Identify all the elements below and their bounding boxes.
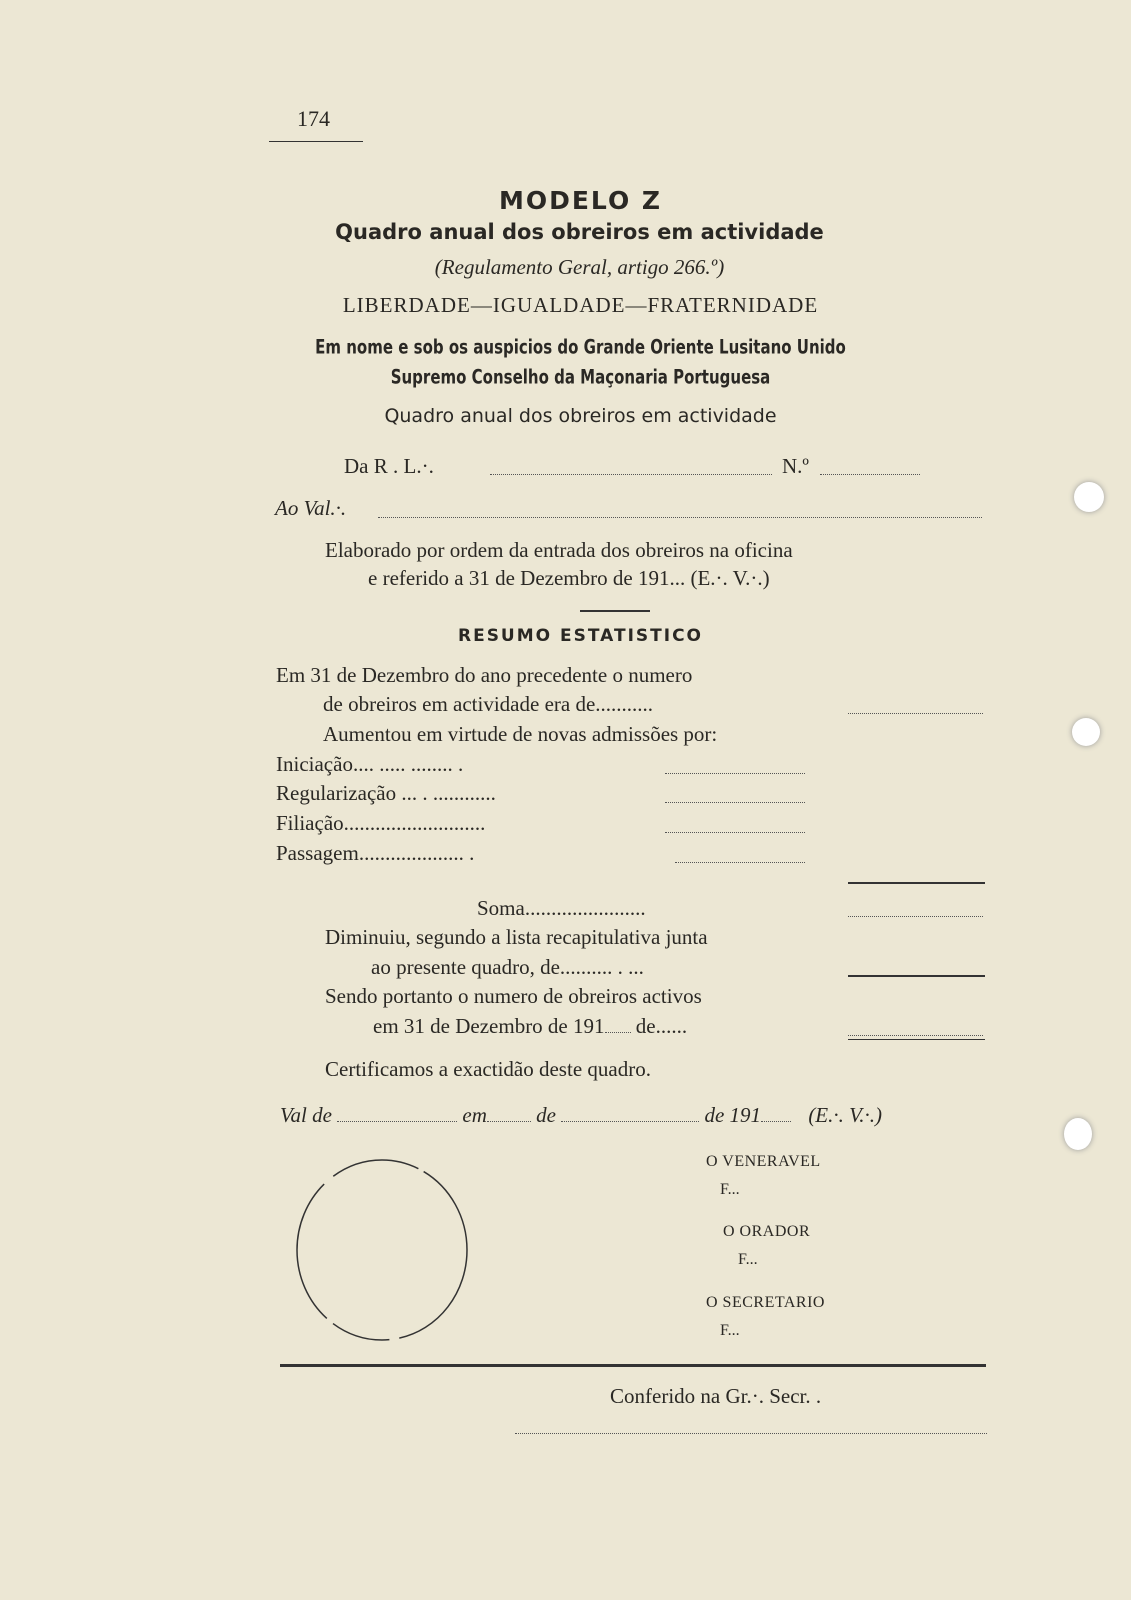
result-suffix: de......	[635, 1014, 688, 1038]
year-blank[interactable]	[761, 1120, 791, 1122]
certification-text: Certificamos a exactidão deste quadro.	[325, 1057, 651, 1081]
footer-rule	[280, 1364, 986, 1367]
result-line-2	[373, 1014, 687, 1039]
soma-blank[interactable]	[848, 916, 983, 917]
elaboration-line-1: Elaborado por ordem da entrada dos obreiros na oficina	[325, 538, 793, 562]
signature-secretario-title: O SECRETARIO	[706, 1294, 825, 1311]
date-line	[280, 1103, 882, 1128]
result-line-1: Sendo portanto o numero de obreiros activos	[325, 984, 702, 1008]
signature-veneravel[interactable]: F...	[720, 1181, 740, 1198]
binder-hole-bottom	[1064, 1118, 1092, 1150]
page-number-rule	[269, 141, 363, 142]
iniciacao-blank[interactable]	[665, 773, 805, 774]
invocation-line-2: Supremo Conselho da Maçonaria Portuguesa	[390, 365, 771, 389]
val-label: Val de	[280, 1103, 332, 1127]
signature-orador-title: O ORADOR	[723, 1223, 811, 1240]
summary-title: RESUMO ESTATISTICO	[457, 626, 704, 646]
result-year-prefix: em 31 de Dezembro de 191	[373, 1014, 605, 1038]
binder-hole-middle	[1072, 718, 1100, 746]
de-191-label: de 191	[704, 1103, 762, 1127]
footer-blank[interactable]	[515, 1433, 987, 1434]
regulation-reference: (Regulamento Geral, artigo 266.º)	[434, 255, 725, 279]
result-under-rule	[848, 1039, 985, 1040]
de-blank[interactable]	[561, 1120, 699, 1122]
result-year-blank[interactable]	[605, 1031, 631, 1033]
signature-veneravel-title: O VENERAVEL	[706, 1153, 821, 1170]
em-label: em	[462, 1103, 487, 1127]
number-blank[interactable]	[820, 474, 920, 475]
decrease-line-1: Diminuiu, segundo a lista recapitulativa junta	[325, 925, 708, 949]
lodge-label: Da R . L.·.	[344, 454, 434, 478]
soma-rule	[848, 882, 985, 884]
signature-secretario[interactable]: F...	[720, 1322, 740, 1339]
summary-intro-2: de obreiros em actividade era de...........	[323, 692, 654, 716]
motto: LIBERDADE—IGUALDADE—FRATERNIDADE	[342, 293, 819, 317]
number-label: N.º	[782, 454, 809, 478]
footer-text: Conferido na Gr.·. Secr. .	[610, 1384, 822, 1408]
summary-intro-1: Em 31 de Dezembro do ano precedente o numero	[276, 663, 693, 687]
signature-orador[interactable]: F...	[738, 1251, 758, 1268]
invocation-line-1: Em nome e sob os auspicios do Grande Oriente Lusitano Unido	[315, 335, 846, 359]
lodge-blank[interactable]	[490, 474, 772, 475]
small-ornament-rule	[580, 610, 650, 612]
item-passagem: Passagem.................... .	[276, 841, 475, 865]
item-regularizacao: Regularização ... . ............	[276, 781, 496, 805]
seal-placeholder	[290, 1146, 490, 1356]
subtitle: Quadro anual dos obreiros em actividade	[384, 405, 777, 427]
form-title: Quadro anual dos obreiros em actividade	[335, 220, 824, 244]
valley-label: Ao Val.·.	[275, 496, 347, 520]
summary-increase: Aumentou em virtude de novas admissões por:	[323, 722, 718, 746]
valley-blank[interactable]	[378, 517, 982, 518]
item-filiacao: Filiação...........................	[276, 811, 486, 835]
previous-count-blank[interactable]	[848, 713, 983, 714]
item-iniciacao: Iniciação.... ..... ........ .	[276, 752, 464, 776]
page-number: 174	[297, 106, 330, 131]
model-heading	[0, 186, 1131, 215]
elaboration-line-2: e referido a 31 de Dezembro de 191... (E.·. V.·.)	[368, 566, 770, 590]
soma-label: Soma.......................	[477, 896, 646, 920]
model-heading-text: MODELO Z	[498, 186, 663, 215]
de-label: de	[536, 1103, 556, 1127]
ev-label: (E.·. V.·.)	[808, 1103, 882, 1127]
regularizacao-blank[interactable]	[665, 802, 805, 803]
val-blank[interactable]	[337, 1120, 457, 1122]
decrease-blank[interactable]	[848, 975, 985, 977]
em-blank[interactable]	[487, 1120, 531, 1122]
passagem-blank[interactable]	[675, 862, 805, 863]
filiacao-blank[interactable]	[665, 832, 805, 833]
decrease-line-2: ao presente quadro, de.......... . ...	[371, 955, 644, 979]
result-blank[interactable]	[848, 1035, 983, 1036]
binder-hole-top	[1074, 482, 1104, 512]
